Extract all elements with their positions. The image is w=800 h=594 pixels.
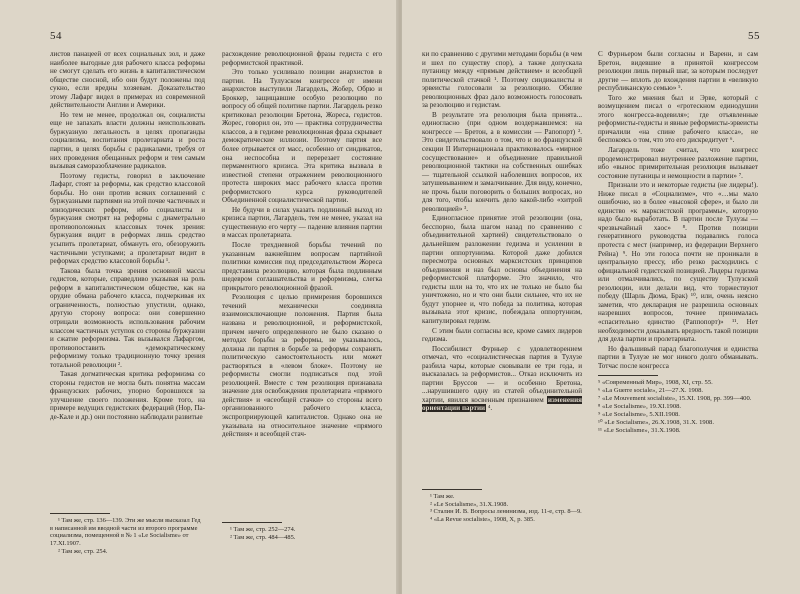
highlighted-phrase: изменения ориентации партии (422, 395, 582, 413)
right-column-1 (422, 50, 582, 413)
paragraph: Такова была точка зрения основной массы гедистов, которые, справедливо указывая на роль реформ в капиталистическом обществе, как на орудие обмана рабочего класса, подчеркивая их ограниченность, полностью упустили, однако, другую сторону вопроса: они совершенно отрицали возможность использования рабочим классом частичных уступок со стороны буржуазии и сжатие реформизма. Так вызывался Лафаргом, противопоставить «демократическому реформизму только традиционную точку зрения тотальной революции ². (50, 266, 205, 369)
paragraph: расхождение революционной фразы гедиста с его реформистской практикой. (222, 50, 382, 67)
paragraph: Поэтому гедисты, говорил в заключение Лафарг, стоят за реформы, как средство классовой борьбы. Но они против всяких соглашений с буржуазными партиями на этой почве частичных и эпизодических реформ, ибо социалисты и буржуазия смотрят на реформы с диаметрально противоположных классовых точек зрения: буржуазия видит в реформах лишь средство усыпить пролетариат, обмануть его, обезоружить частичными уступками; а пролетариат видит в реформах средство классовой борьбы ¹. (50, 171, 205, 266)
paragraph: Признали это и некоторые гедисты (не лидеры!). Ниже писал в «Социализме», что «…мы мало ошибочно, но в более «высокой сфере», и было ли единство «к марксистской программы», которую надо было выработать. В партии после Тулузы — чрезвычайный хаос» ⁸. Против позиции генеративного руководства подавались голоса протеста с мест (например, из федерации Верхнего Рейна) ⁹. Но эти голоса почти не проникали в центральную прессу, ибо резко расходились с официальной гедистской позицией. Лидеры гедизма или отмалчивались, по существу Тулузской резолюции, или делали вид, что торжествуют победу (Шарль Дюма, Брак) ¹⁰, или, очень неясно заметив, что декларация не разрешила основных назревших вопросов, точнее принималась «спасительно единство (Раппопорт)» ¹¹. Нет необходимости доказывать вредность такой позиции для дела партии и пролетариата. (598, 181, 758, 344)
paragraph: После трехдневной борьбы течений по указанным важнейшим вопросам партийной политики комиссия под председательством Жореса представила резолюцию, которая была подлинным шедевром соглашательства и реформизма, слегка прикрытого революционной фразой. (222, 241, 382, 292)
footnote: ⁸ «Le Socialisme», 19.XI.1908. (598, 403, 682, 411)
footnote: ² Там же, стр. 484—485. (230, 533, 296, 541)
footnote: ⁷ «Le Mouvement socialiste», 15.XI. 1908, рр. 399—400. (598, 395, 752, 403)
footnote: ² «Le Socialisme», 31.X.1908. (430, 500, 509, 508)
paragraph: С Фурньером были согласны и Варенн, и сам Бретон, видевшие в принятой конгрессом резолюции лишь первый шаг, за которым последует другие — вплоть до вхождения партии в «великую республиканскую семью» ⁵. (598, 50, 758, 93)
left-page (0, 0, 398, 594)
page-number-right: 55 (748, 30, 760, 42)
footnote-rule (222, 522, 282, 523)
footnotes-left-1 (50, 508, 205, 556)
paragraph: ки по сравнению с другими методами борьбы (в чем и шел по существу спор), а также допускала путаницу между «прямым действием» и всеобщей политической стачкой ¹. Поэтому синдикалисты и эрвеисты голосовали за резолюцию. Обилие революционных фраз дало возможность голосовать за резолюцию и гедистам. (422, 50, 582, 110)
paragraph: Резолюция с целью примирения боровшихся течений механически соединяла взаимоисключающие положения. Партия была названа и революционной, и реформистской, причем ничего определенного не было сказано о методах борьбы за реформы, не указывалось, должна ли партия в борьбе за реформы сохранять политическую самостоятельность или может растворяться в «левом блоке». Поэтому не реформисты смогли подписаться под этой резолюцией. Вместе с тем резолюция признавала значение для освобождения пролетариата «прямого действия» и «всеобщей стачки» со стороны всего организованного рабочего класса, экспроприирующей капиталистов. Однако она не указывала на относительное значение «прямого действия» и всеобщей стач- (222, 293, 382, 439)
footnote: ¹ Там же, стр. 136—139. Эти же мысли высказал Гед в написанной им вводной части из второго программе социализма, помещенной в № 1 «Le Socialisme» от 17.XI.1907. (50, 517, 201, 548)
paragraph: Но тем не менее, продолжал он, социалисты еще не запахать власти должны неиспользовать буржуазную легальность в целях пропаганды социализма, воспитания пролетариата и роста партии, в целях борьбы с радикалами, требуя от них проведения обещанных реформ и тем самым вызывая саморазоблачение радикалов. (50, 110, 205, 171)
footnote: ⁹ «Le Socialisme», 5.XII.1908. (598, 411, 680, 419)
right-column-2 (598, 50, 758, 435)
paragraph: Это только усиливало позиции анархистов в партии. На Тулузском конгрессе от имени анархистов выступили Лагардель, Жобер, Обрю и Броккер, защищавшие особую резолюцию по вопросу об общей политике партии. Лагардель резко критиковал резолюции Бретона, Жореса, гедистов. Жорес, говорил он, это — практика сотрудничества классов, а в гедизме революционная фраза скрывает демократические иллюзии. Поэтому партия все более отрывается от масс, особенно от синдикатов, она неспособна и перерезает состояние пермаментного кризиса. Эта критика вызвала в известной степени отражением революционного протеста широких масс рабочего класса против реформистского курса руководителей Объединенной социалистической партии. (222, 68, 382, 205)
footnote: ³ Сталин И. В. Вопросы ленинизма, изд. 11-е, стр. 8—9. (430, 508, 582, 516)
footnotes-right (422, 484, 582, 524)
paragraph-text: Поссибилист Фурньер с удовлетворением отмечал, что «социалистическая партия в Тулузе разбила чары, которые сковывали ее три года, и высказалась за реформистов... Отказ исключить из партии Бруссов — и особенно Бретона, ...нарушившего одну из статей объединительной хартии, явился косвенным признанием (422, 344, 582, 404)
footnote-ref: ⁴. (486, 404, 493, 413)
paragraph: С этим были согласны все, кроме самих лидеров гедизма. (422, 326, 582, 344)
paragraph: Не будучи в силах указать подлинный выход из кризиса партии, Лагардель, тем не менее, указал на существенную его черту — падение влияния партии в массах пролетариата. (222, 205, 382, 240)
footnote: ⁵ «Современный Мир», 1908, XI, стр. 55. (598, 379, 713, 387)
paragraph: Но фальшивый парад благополучия и единства партии в Тулузе не мог никого долго обманывать. Тотчас после конгресса (598, 344, 758, 370)
right-page (402, 0, 800, 594)
paragraph: Такая догматическая критика реформизма со стороны гедистов не могла быть понятна массам французских рабочих, упорно боровшихся за улучшение своего положения. Кроме того, на примере ведущих гедистских федераций (Нор, Па-де-Кале и др.) они постоянно наблюдали развитые (50, 370, 205, 421)
footnote: ⁶ «La Guerre sociale», 21—27.X. 1908. (598, 387, 704, 395)
paragraph: листов панацеей от всех социальных зол, и даже наиболее выгодные для рабочего класса реформы не смогут сделать его жизнь в капиталистическом обществе сносной, ибо они будут положены под сукно, если вредны хозяевам. Доказательство этому Лафарг видел в примерах из современной действительности Англии и Америки. (50, 50, 205, 110)
footnotes-left-2 (222, 517, 382, 541)
footnote: ⁴ «La Revue socialiste», 1908, X, р. 385. (430, 516, 535, 524)
footnote-rule (422, 489, 482, 490)
page-number-left: 54 (50, 30, 62, 42)
paragraph: Того же мнения был и Эрве, который с возмущением писал о «гротескном единодушии этого конгресса-водевиля»; где отъявленные реформисты-гедисты и явные реформисты-эрвеисты причалили «на спине рабочего класса», не беспокоясь о том, что это его дискредитует ⁶. (598, 93, 758, 145)
paragraph: Лагардель тоже считал, что конгресс продемонстрировал внутреннее разложение партии, ибо «вынос примирительная резолюция вызывает состояние путаницы и немощности в партии» ⁷. (598, 146, 758, 180)
footnote: ¹¹ «Le Socialisme», 31.X.1908. (598, 427, 681, 435)
footnote-rule (50, 513, 110, 514)
paragraph: Единогласное принятие этой резолюции (она, бесспорно, была шагом назад по сравнению с объединительной хартией) свидетельствовало о дальнейшем разложении гедизма и усилении в партии оппортунизма. Которой даже добился пересмотра основных марксистских принципов объединения и наз был основы объединения на реформистской платформе. Это значило, что гедисты шли на то, что их не только не было бы уничтожено, но и что они были сильнее, что их не будут упорнее и, что победа за политика, которая вызывала этот кризис, побеждала оппортунизм, капитулировал гедизм. (422, 214, 582, 325)
left-column-1 (50, 50, 205, 422)
endnotes-right (598, 375, 758, 435)
footnote: ¹⁰ «Le Socialisme», 26.X.1908, 31.X. 1908. (598, 419, 714, 427)
footnote: ¹ Там же. (430, 493, 455, 500)
paragraph-with-highlight (422, 345, 582, 413)
left-column-2 (222, 50, 382, 439)
footnote-rule (598, 375, 658, 376)
footnote: ¹ Там же, стр. 252—274. (230, 526, 296, 533)
paragraph: В результате эта резолюция была принята... единогласно (при одном воздержавшемся: на конгрессе — Бретон, а в комиссии — Рапопорт) ². Это свидетельствовало о том, что и во французской секции II Интернационала практиковалось «мирное сосуществование» и объединение правильной революционной тактики на собственных ошибках — тщательной ссылкой наболевших вопросов, их затушевыванием и замалчивание. Для виду, конечно, не прочь были поговорить о больших вопросах, но для того, чтобы кончить дело какой-либо «хитрой революцией» ³. (422, 110, 582, 213)
footnote: ² Там же, стр. 254. (58, 547, 108, 555)
